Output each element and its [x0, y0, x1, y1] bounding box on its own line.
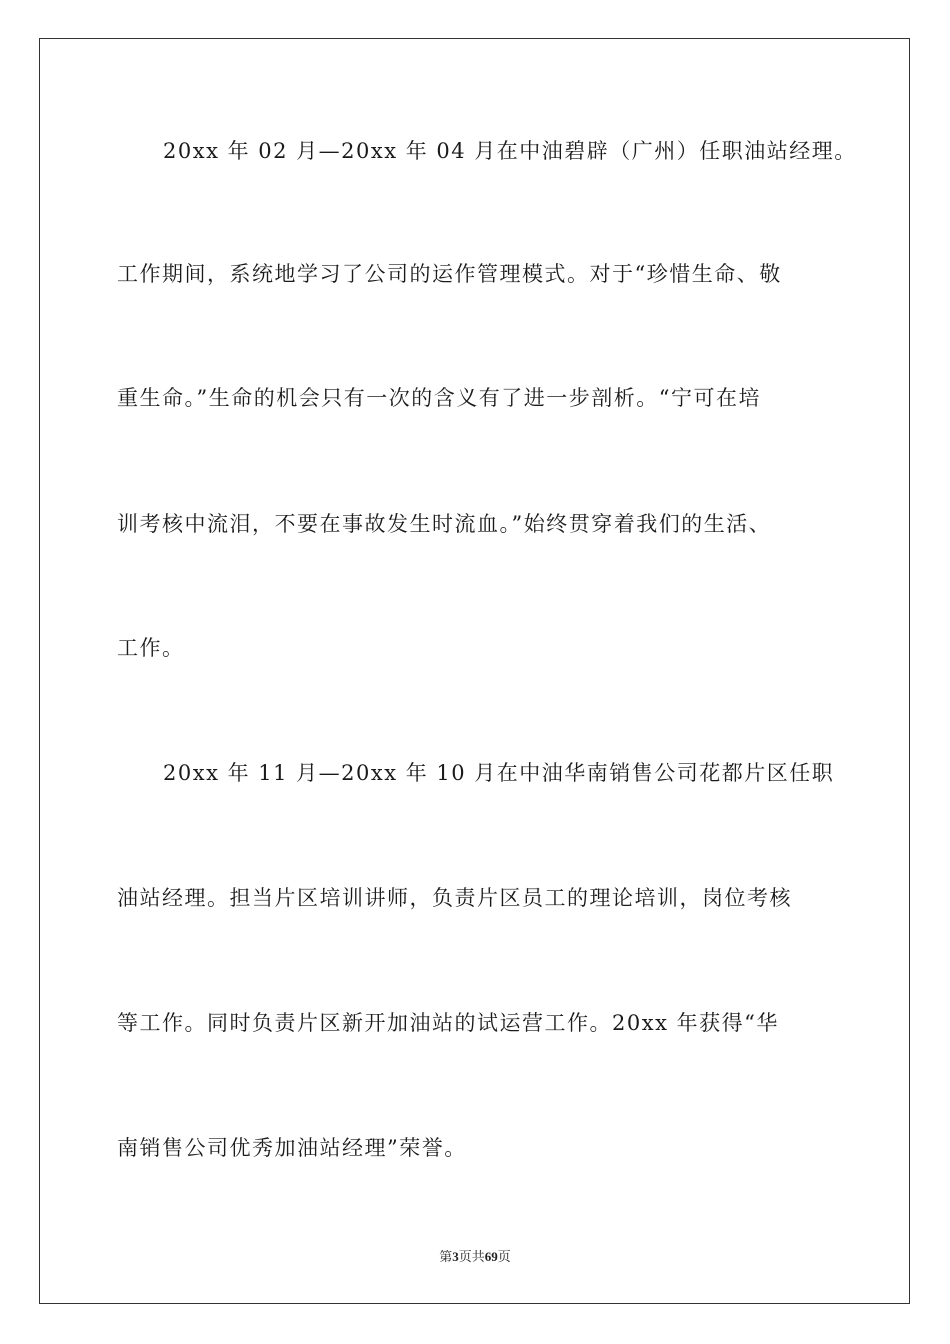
text-line: 重生命。”生命的机会只有一次的含义有了进一步剖析。“宁可在培	[117, 386, 761, 410]
text-line: 等工作。同时负责片区新开加油站的试运营工作。20xx 年获得“华	[117, 1011, 779, 1035]
text-line: 工作期间，系统地学习了公司的运作管理模式。对于“珍惜生命、敬	[117, 262, 782, 286]
page-suffix: 页	[458, 1249, 472, 1264]
text-line: 南销售公司优秀加油站经理”荣誉。	[117, 1136, 467, 1160]
text-line: 20xx 年 02 月—20xx 年 04 月在中油碧辟（广州）任职油站经理。	[163, 139, 857, 163]
text-line: 油站经理。担当片区培训讲师，负责片区员工的理论培训，岗位考核	[117, 886, 792, 910]
page-current: 3	[452, 1249, 459, 1264]
page-prefix: 第	[439, 1249, 453, 1264]
page-border	[39, 38, 910, 1304]
total-prefix: 共	[471, 1249, 485, 1264]
text-line: 训考核中流泪，不要在事故发生时流血。”始终贯穿着我们的生活、	[117, 512, 772, 536]
text-line: 20xx 年 11 月—20xx 年 10 月在中油华南销售公司花都片区任职	[163, 761, 835, 785]
page-number-footer	[0, 1247, 950, 1267]
total-pages: 69	[484, 1249, 498, 1264]
total-suffix: 页	[497, 1249, 511, 1264]
text-line: 工作。	[117, 636, 185, 660]
